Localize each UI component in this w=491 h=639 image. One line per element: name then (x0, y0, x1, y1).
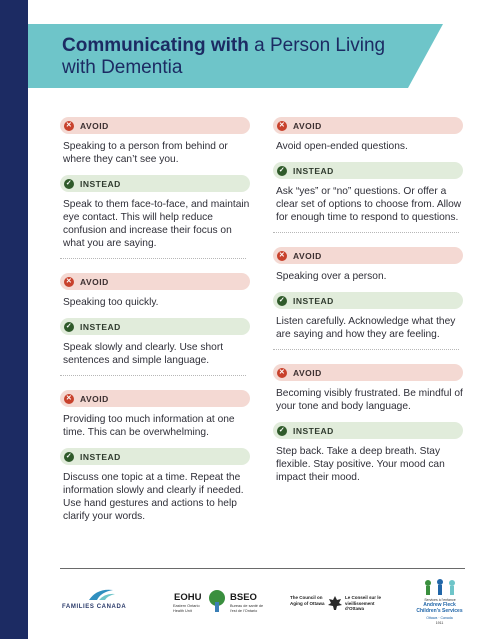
bseo-subtext: Bureau de santé de l’est de l’Ontario (230, 604, 264, 613)
title-rest: a Person Living with Dementia (62, 35, 386, 78)
avoid-label: AVOID (293, 120, 322, 131)
instead-label: INSTEAD (80, 178, 121, 189)
instead-pill (60, 175, 250, 192)
instead-pill (60, 318, 250, 335)
left-column (60, 117, 250, 523)
instead-label: INSTEAD (293, 425, 334, 436)
check-circle-icon: ✓ (65, 322, 73, 330)
instead-text: Speak slowly and clearly. Use short sentences and simple language. (63, 342, 224, 366)
instead-label: INSTEAD (293, 165, 334, 176)
avoid-text: Speaking to a person from behind or where they can’t see you. (63, 141, 228, 165)
title-banner (28, 24, 443, 88)
instead-pill (60, 448, 250, 465)
families-canada-mark-icon (87, 588, 117, 602)
avoid-text: Speaking too quickly. (63, 297, 159, 308)
dotted-divider (273, 349, 459, 350)
instead-pill (273, 422, 463, 439)
check-circle-icon: ✓ (278, 426, 286, 434)
page-title (62, 35, 422, 79)
avoid-label: AVOID (293, 367, 322, 378)
avoid-text: Speaking over a person. (276, 271, 387, 282)
af-year-text: 1911 (435, 621, 444, 625)
instead-text: Listen carefully. Acknowledge what they are saying and how they are feeling. (276, 316, 456, 340)
right-column (273, 117, 463, 484)
families-canada-logo (62, 594, 157, 616)
eohu-text: EOHU (174, 592, 202, 603)
avoid-label: AVOID (293, 250, 322, 261)
check-circle-icon: ✓ (65, 179, 73, 187)
check-circle-icon: ✓ (65, 452, 73, 460)
instead-label: INSTEAD (80, 451, 121, 462)
coa-french-text: Le Conseil sur le vieillissement d’Ottawa (345, 595, 382, 611)
eohu-tree-icon (206, 588, 228, 614)
x-circle-icon: ✕ (278, 368, 286, 376)
instead-label: INSTEAD (293, 295, 334, 306)
check-circle-icon: ✓ (278, 296, 286, 304)
avoid-pill (273, 364, 463, 381)
instead-text: Discuss one topic at a time. Repeat the information slowly and clearly if needed. Use hand gestures and actions to help clarify your words. (63, 472, 244, 522)
avoid-pill (60, 273, 250, 290)
children-figures-icon (420, 578, 460, 596)
avoid-pill (273, 117, 463, 134)
instead-pill (273, 162, 463, 179)
instead-label: INSTEAD (80, 321, 121, 332)
avoid-pill (273, 247, 463, 264)
instead-text: Step back. Take a deep breath. Stay flexible. Stay positive. Your mood can impact their mood. (276, 446, 445, 483)
avoid-text: Becoming visibly frustrated. Be mindful of your tone and body language. (276, 388, 463, 412)
bseo-text: BSEO (230, 592, 257, 603)
sidebar-stripe (0, 0, 28, 639)
avoid-pill (60, 117, 250, 134)
andrew-fleck-logo (412, 578, 467, 628)
af-name-text: Andrew Fleck Children’s Services (416, 602, 463, 614)
avoid-label: AVOID (80, 120, 109, 131)
avoid-pill (60, 390, 250, 407)
avoid-label: AVOID (80, 393, 109, 404)
eohu-bseo-logo (170, 586, 275, 616)
avoid-label: AVOID (80, 276, 109, 287)
x-circle-icon: ✕ (278, 251, 286, 259)
x-circle-icon: ✕ (278, 121, 286, 129)
title-bold: Communicating with (62, 35, 249, 56)
families-canada-text: FAMILIES CANADA (62, 604, 127, 610)
x-circle-icon: ✕ (65, 394, 73, 402)
dotted-divider (60, 375, 246, 376)
x-circle-icon: ✕ (65, 121, 73, 129)
council-on-aging-logo (290, 590, 400, 618)
dotted-divider (273, 232, 459, 233)
footer-divider (60, 568, 465, 569)
check-circle-icon: ✓ (278, 166, 286, 174)
x-circle-icon: ✕ (65, 277, 73, 285)
eohu-subtext: Eastern Ontario Health Unit (173, 604, 200, 613)
dotted-divider (60, 258, 246, 259)
instead-pill (273, 292, 463, 309)
maple-leaf-icon (327, 595, 343, 611)
af-city-text: Ottawa · Canada (426, 616, 453, 620)
avoid-text: Avoid open-ended questions. (276, 141, 408, 152)
instead-text: Ask “yes” or “no” questions. Or offer a clear set of options to choose from. Allow for enough time to respond to questions. (276, 186, 462, 223)
coa-english-text: The Council on Aging of Ottawa (290, 595, 325, 606)
af-small-text: Services à l’enfance (424, 598, 456, 602)
instead-text: Speak to them face-to-face, and maintain eye contact. This will help reduce confusion and increase their focus on what you are saying. (63, 199, 250, 249)
avoid-text: Providing too much information at one time. This can be overwhelming. (63, 414, 235, 438)
